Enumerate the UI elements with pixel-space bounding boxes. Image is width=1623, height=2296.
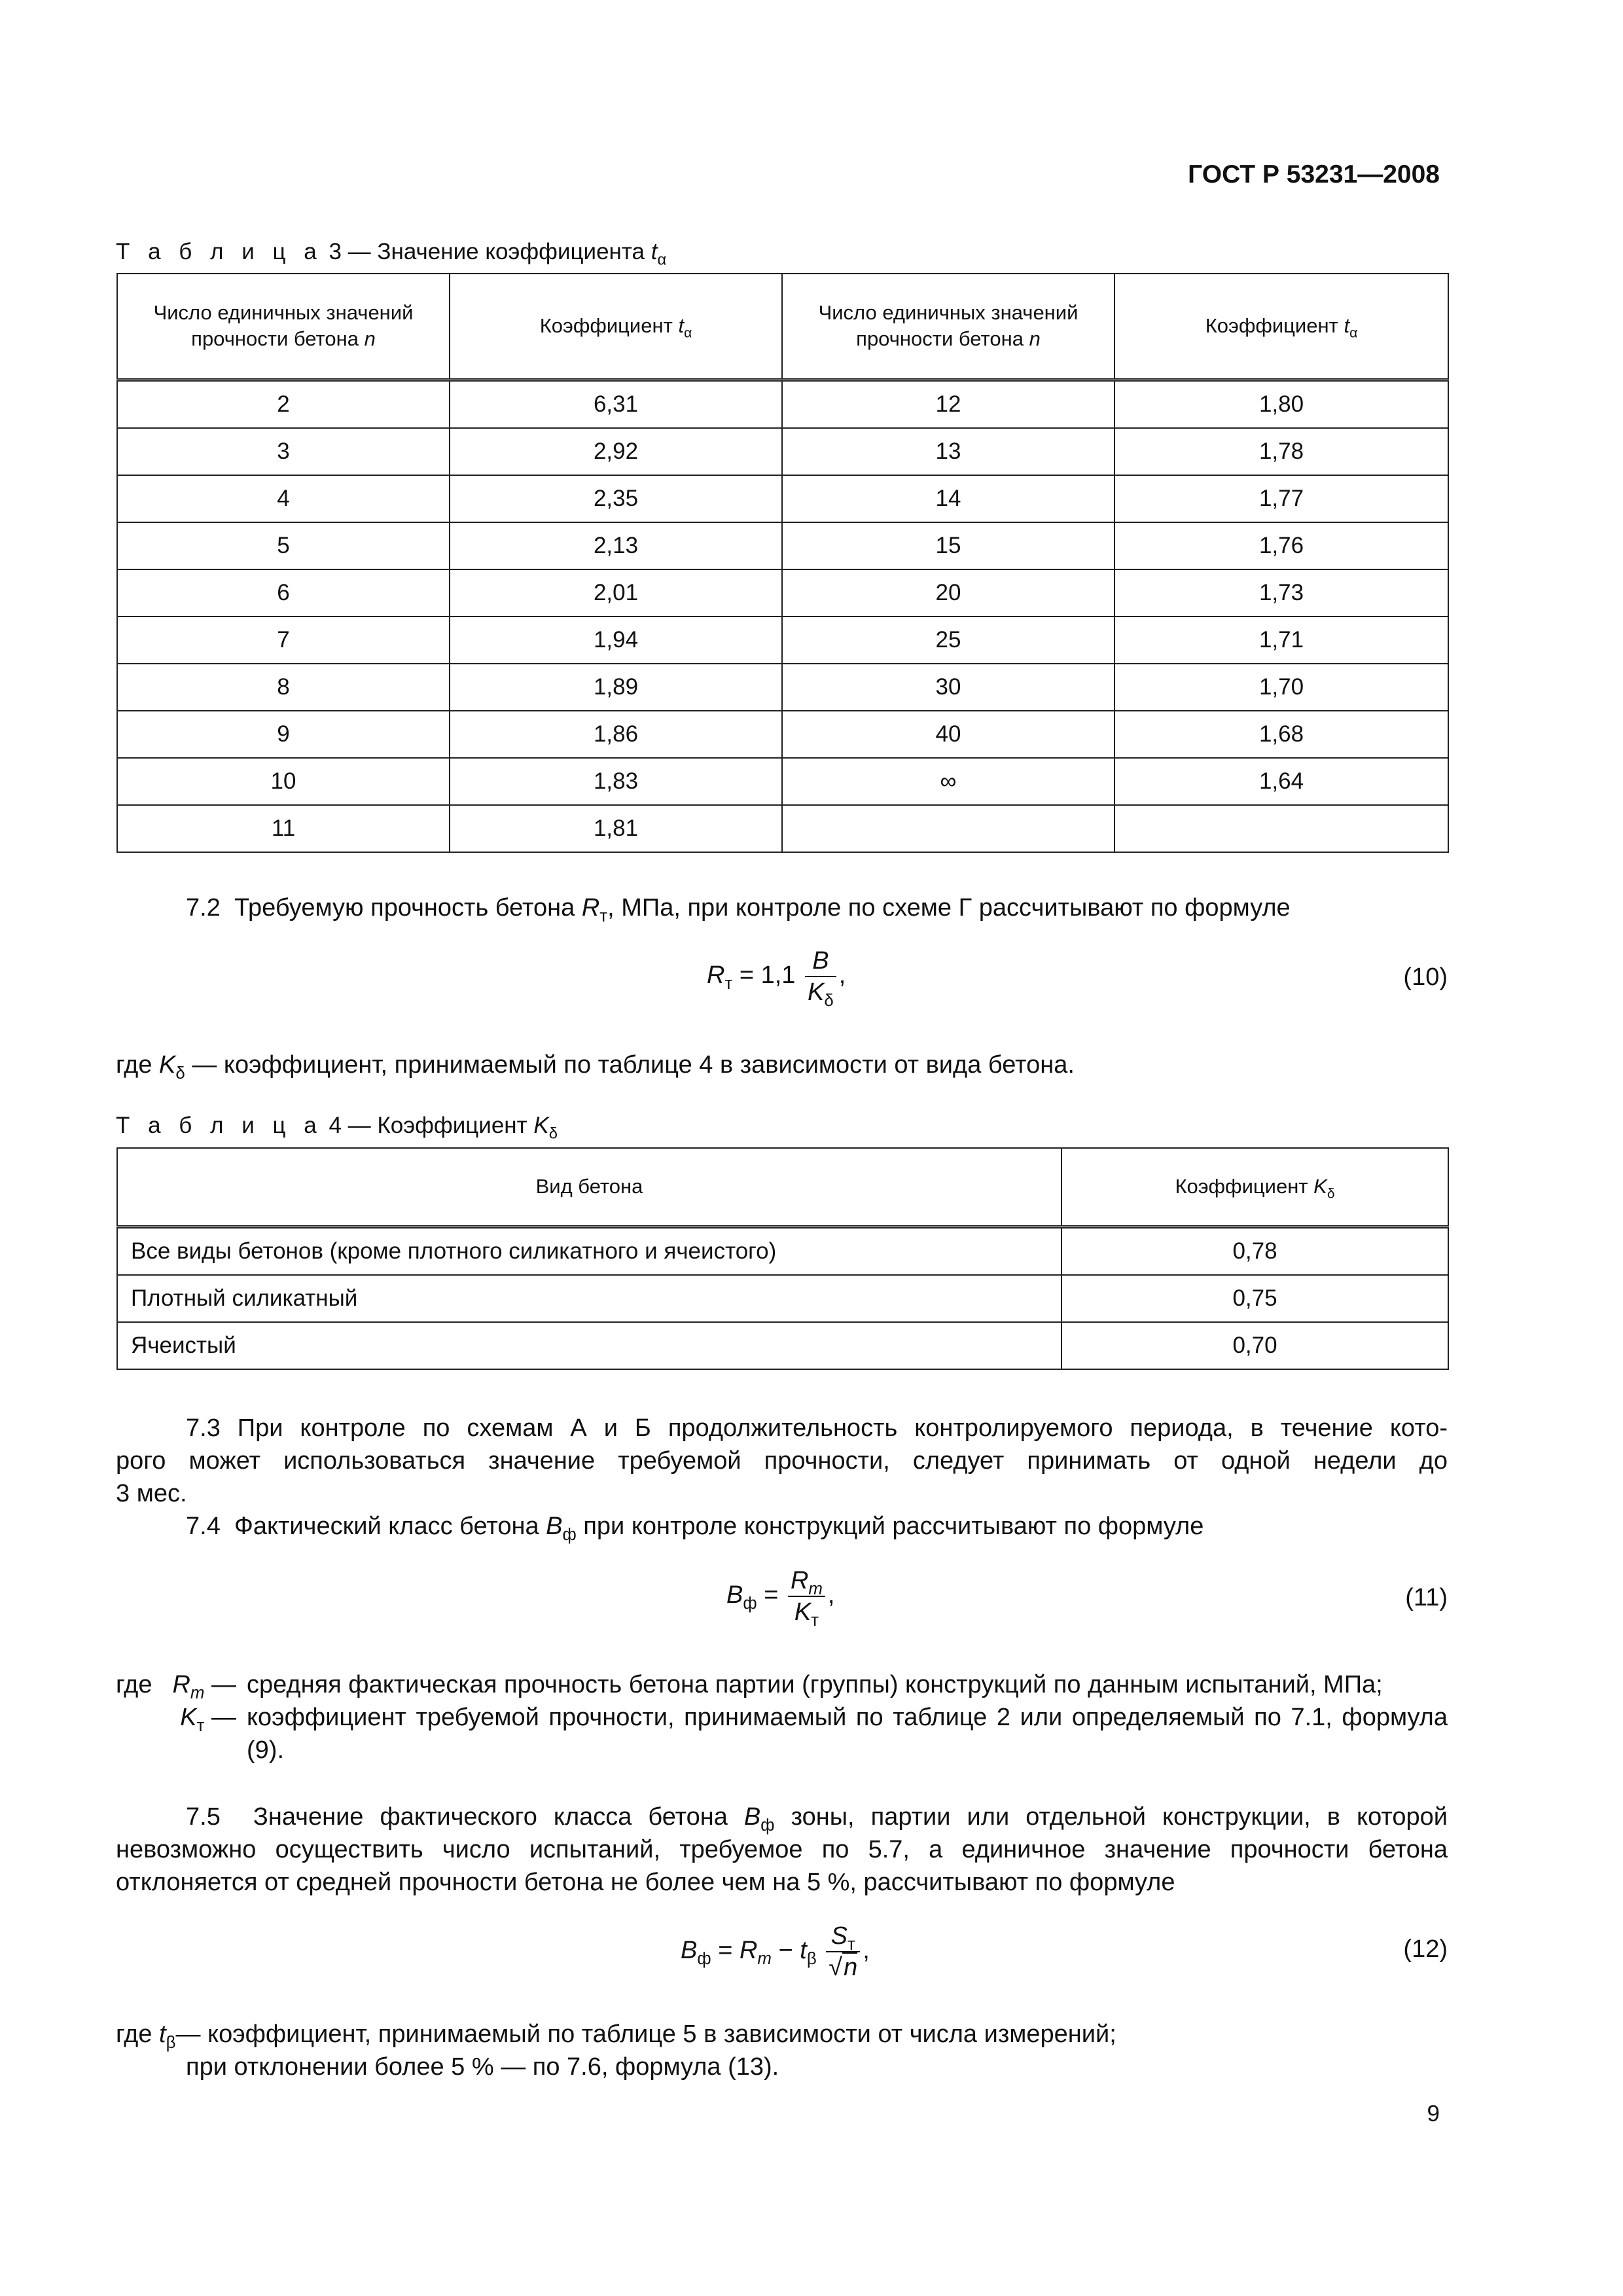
table4-row	[117, 1275, 1448, 1322]
table3-cell: 4	[117, 475, 450, 522]
table3-cell: 6,31	[450, 380, 782, 428]
table3-cell	[1115, 805, 1448, 852]
table3-cell: 1,89	[450, 664, 782, 711]
table3-row	[117, 664, 1448, 711]
table3-cell: 9	[117, 711, 450, 758]
table3-cell: 25	[782, 617, 1115, 664]
table3-cell: 2,01	[450, 569, 782, 617]
table3-cell: 1,70	[1115, 664, 1448, 711]
table3-header-row	[117, 274, 1448, 380]
table3-cell: 1,86	[450, 711, 782, 758]
table3-cell: 1,73	[1115, 569, 1448, 617]
table4-concrete-type: Все виды бетонов (кроме плотного силикатного и ячеистого)	[117, 1227, 1061, 1275]
table3-row	[117, 711, 1448, 758]
table4-concrete-type: Ячеистый	[117, 1322, 1061, 1369]
table3	[116, 273, 1449, 853]
table3-cell: 12	[782, 380, 1115, 428]
table3-cell: 11	[117, 805, 450, 852]
table3-cell: 1,94	[450, 617, 782, 664]
table3-cell: 15	[782, 522, 1115, 569]
para-7-2: 7.2 Требуемую прочность бетона $R_т$, МПа, при контроле по схеме Г рассчитывают по формуле	[186, 894, 1291, 926]
formula-11: $B_ф$ = $\frac{R_m}{K_т}$ ,	[726, 1567, 835, 1630]
table3-row	[117, 522, 1448, 569]
table3-cell: 2,35	[450, 475, 782, 522]
formula-11-number: (11)	[1405, 1584, 1448, 1611]
table3-row	[117, 617, 1448, 664]
table4-number: 4 — Коэффициент	[329, 1113, 527, 1138]
table3-cell: 8	[117, 664, 450, 711]
table3-cell	[782, 805, 1115, 852]
table3-cell: 14	[782, 475, 1115, 522]
table3-number: 3 — Значение коэффициента	[329, 239, 645, 264]
para-7-4: 7.4 Фактический класс бетона $B_ф$ при контроле конструкций рассчитывают по формуле	[186, 1513, 1204, 1545]
table3-row	[117, 380, 1448, 428]
table4-caption	[116, 1113, 558, 1143]
table3-cell: 1,64	[1115, 758, 1448, 805]
table3-cell: 1,78	[1115, 428, 1448, 475]
table3-cell: 3	[117, 428, 450, 475]
table3-cell: 30	[782, 664, 1115, 711]
table3-cell: 2,13	[450, 522, 782, 569]
table3-header-n: Число единичных значений прочности бетона n	[117, 274, 450, 380]
table3-cell: 2,92	[450, 428, 782, 475]
table3-cell: 6	[117, 569, 450, 617]
table4-symbol: K	[533, 1113, 549, 1138]
table4-row	[117, 1227, 1448, 1275]
sqrt-sign: √	[829, 1954, 843, 1981]
page-number: 9	[1427, 2101, 1440, 2126]
table4-header-row	[117, 1148, 1448, 1227]
table3-cell: 13	[782, 428, 1115, 475]
table3-cell: 1,77	[1115, 475, 1448, 522]
table3-header-n2: Число единичных значений прочности бетона n	[782, 274, 1115, 380]
formula11-fraction: $\frac{R_m}{K_т}$	[788, 1566, 825, 1627]
where-12: где $t_\beta—$ коэффициент, принимаемый по таблице 5 в зависимости от числа измерений; при отклонении более 5 % — по 7.6, формула (13).	[116, 2020, 1116, 2081]
table3-symbol-sub: α	[657, 251, 667, 269]
table3-cell: 1,81	[450, 805, 782, 852]
formula-10: $R_т = 1,1$ $\frac{B}{K_\delta}$ ,	[707, 947, 846, 1011]
table3-row	[117, 805, 1448, 852]
table3-cell: 7	[117, 617, 450, 664]
para-7-5: 7.5 Значение фактического класса бетона $B_ф$ зоны, партии или отдельной конструкции, в которой невозможно осуществить число испытаний, требуемое по 5.7, а единичное значение прочности бетона отклоняется от средней прочности бетона не более чем на 5 %, рассчитывают по формуле	[116, 1803, 1448, 1896]
table4-row	[117, 1322, 1448, 1369]
table3-caption	[116, 239, 667, 269]
formula12-fraction: $\frac{S_т}{√n}$	[826, 1921, 860, 1982]
table3-row	[117, 475, 1448, 522]
table3-cell: 1,76	[1115, 522, 1448, 569]
table3-cell: 2	[117, 380, 450, 428]
table3-cell: 40	[782, 711, 1115, 758]
table4-coefficient: 0,75	[1061, 1275, 1448, 1322]
table3-label: Т а б л и ц а	[116, 239, 323, 264]
table4-coefficient: 0,78	[1061, 1227, 1448, 1275]
table3-row	[117, 569, 1448, 617]
table4-header-type: Вид бетона	[117, 1148, 1061, 1227]
table3-header-t: Коэффициент $t_\alpha$	[450, 274, 782, 380]
table4-symbol-sub: δ	[548, 1124, 558, 1143]
table4-header-k: Коэффициент $K_\delta$	[1061, 1148, 1448, 1227]
where-11	[116, 1668, 1448, 1767]
where-10: где $K_\delta$ — коэффициент, принимаемый по таблице 4 в зависимости от вида бетона.	[116, 1051, 1075, 1083]
standard-id: ГОСТ Р 53231—2008	[1188, 160, 1440, 188]
formula-12: $B_ф = R_m - t_\beta$ $\frac{S_т}{√n}$ ,	[681, 1922, 870, 1981]
where-11-item-kt: $K_т$ — коэффициент требуемой прочности, принимаемый по таблице 2 или определяемый по 7.1, формула (9).	[180, 1704, 1448, 1764]
formula-12-number: (12)	[1403, 1935, 1448, 1963]
table3-cell: 1,80	[1115, 380, 1448, 428]
formula10-fraction: $\frac{B}{K_\delta}$	[805, 946, 836, 1007]
table3-cell: ∞	[782, 758, 1115, 805]
table3-row	[117, 428, 1448, 475]
table3-row	[117, 758, 1448, 805]
table4-concrete-type: Плотный силикатный	[117, 1275, 1061, 1322]
table3-cell: 10	[117, 758, 450, 805]
para-7-3: 7.3 При контроле по схемам А и Б продолжительность контролируемого периода, в течение кото- рого может использоваться значение требуемой прочности, следует принимать от одной недели до 3 мес.	[116, 1414, 1448, 1507]
table4	[116, 1147, 1449, 1370]
table4-label: Т а б л и ц а	[116, 1113, 323, 1138]
table4-coefficient: 0,70	[1061, 1322, 1448, 1369]
table3-cell: 1,71	[1115, 617, 1448, 664]
table3-cell: 5	[117, 522, 450, 569]
where-11-item-rm: где $R_m$ — средняя фактическая прочность бетона партии (группы) конструкций по данным испытаний, МПа;	[116, 1671, 1383, 1703]
table3-cell: 1,68	[1115, 711, 1448, 758]
table3-cell: 20	[782, 569, 1115, 617]
table3-symbol: t	[651, 239, 658, 264]
table3-cell: 1,83	[450, 758, 782, 805]
formula-10-number: (10)	[1403, 963, 1448, 991]
table3-header-t2: Коэффициент $t_\alpha$	[1115, 274, 1448, 380]
